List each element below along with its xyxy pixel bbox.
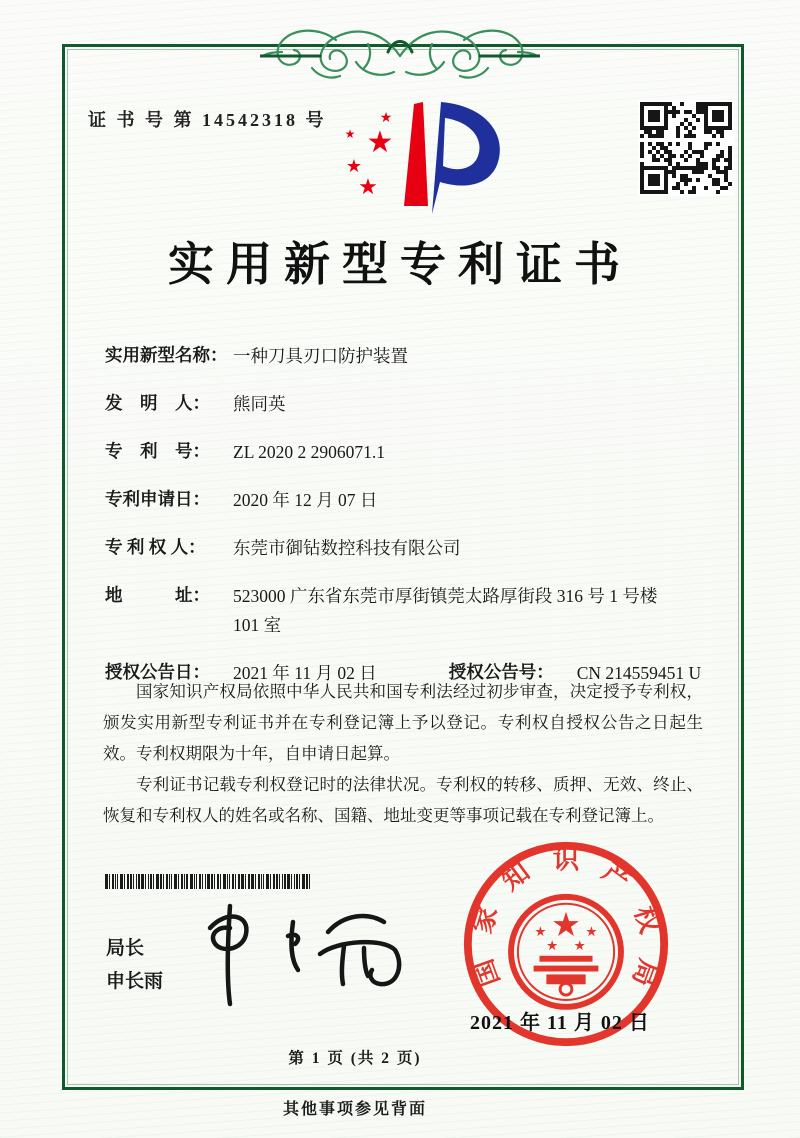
- grant-number-value: CN 214559451 U: [576, 663, 702, 683]
- field-value: ZL 2020 2 2906071.1: [233, 442, 385, 462]
- cnipa-logo: [328, 90, 508, 218]
- barcode-bar: [184, 874, 185, 889]
- barcode-bar: [238, 874, 240, 889]
- barcode-bar: [279, 874, 280, 889]
- barcode-bar: [124, 874, 125, 889]
- barcode-bar: [294, 874, 295, 889]
- barcode-bar: [291, 874, 292, 889]
- barcode-bar: [150, 874, 152, 889]
- barcode-bar: [227, 874, 228, 889]
- barcode-bar: [299, 874, 300, 889]
- legal-text: [103, 676, 703, 831]
- director-title: 局长: [106, 938, 145, 959]
- barcode-bar: [276, 874, 278, 889]
- page-number: 第 1 页 (共 2 页): [288, 1050, 422, 1067]
- certificate-number: 证 书 号 第 14542318 号: [88, 110, 327, 130]
- field-label: 专 利 号：: [105, 441, 210, 461]
- grant-date-value: 2021 年 11 月 02 日: [233, 663, 377, 683]
- barcode-bar: [196, 874, 197, 889]
- barcode-bar: [199, 874, 201, 889]
- national-emblem: [511, 897, 621, 1007]
- barcode-bar: [241, 874, 244, 889]
- field-value: 一种刀具刃口防护装置: [233, 346, 408, 366]
- barcode-bar: [153, 874, 154, 889]
- seal-char: 产: [596, 856, 637, 897]
- barcode-bar: [105, 874, 108, 889]
- barcode-bar: [261, 874, 262, 889]
- barcode-bar: [171, 874, 172, 889]
- barcode-bar: [273, 874, 275, 889]
- barcode-bar: [245, 874, 246, 889]
- barcode-bar: [282, 874, 283, 889]
- barcode-bar: [160, 874, 162, 889]
- barcode-bar: [266, 874, 269, 889]
- field-value: 熊同英: [233, 394, 286, 414]
- seal-char: 知: [495, 856, 536, 897]
- barcode-bar: [136, 874, 137, 889]
- field-row-patent-number: [105, 438, 705, 467]
- barcode-bar: [156, 874, 159, 889]
- barcode-bar: [145, 874, 146, 889]
- barcode-bar: [235, 874, 236, 889]
- barcode-bar: [306, 874, 308, 889]
- barcode-bar: [117, 874, 118, 889]
- field-value: 523000 广东省东莞市厚街镇莞太路厚街段 316 号 1 号楼 101 室: [233, 586, 658, 635]
- seal-char: 权: [628, 902, 666, 937]
- barcode-bar: [223, 874, 226, 889]
- barcode-bar: [109, 874, 110, 889]
- svg-text:★: ★: [546, 937, 559, 953]
- barcode-bar: [166, 874, 168, 889]
- barcode-bar: [309, 874, 310, 889]
- svg-text:★: ★: [551, 907, 581, 945]
- barcode-bar: [207, 874, 210, 889]
- svg-text:★: ★: [344, 127, 356, 141]
- barcode-bar: [178, 874, 179, 889]
- seal-char: 家: [466, 902, 504, 937]
- field-row-name: [105, 342, 705, 371]
- barcode-bar: [127, 874, 129, 889]
- barcode-bar: [174, 874, 177, 889]
- barcode-bar: [138, 874, 140, 889]
- svg-text:★: ★: [345, 156, 363, 176]
- barcode-bar: [181, 874, 183, 889]
- barcode-bar: [148, 874, 149, 889]
- barcode-bar: [163, 874, 164, 889]
- barcode: [105, 874, 311, 889]
- barcode-bar: [220, 874, 221, 889]
- barcode-bar: [229, 874, 230, 889]
- field-label: 专利申请日：: [105, 489, 210, 509]
- field-label: 授权公告日：: [105, 662, 210, 682]
- barcode-bar: [270, 874, 271, 889]
- svg-text:★: ★: [534, 924, 547, 940]
- field-row-address: [105, 582, 705, 640]
- director-signature: [192, 892, 422, 1012]
- barcode-bar: [251, 874, 254, 889]
- field-label: 授权公告号：: [448, 662, 554, 682]
- back-side-note: 其他事项参见背面: [282, 1101, 427, 1118]
- seal-char: 国: [467, 955, 506, 991]
- field-label: 地 址：: [105, 585, 210, 605]
- seal-char: 局: [626, 955, 665, 991]
- barcode-bar: [284, 874, 286, 889]
- svg-text:★: ★: [379, 111, 393, 126]
- field-row-patentee: [105, 534, 705, 563]
- seal-date: 2021 年 11 月 02 日: [470, 1012, 650, 1034]
- field-label: 发 明 人：: [105, 393, 210, 413]
- svg-text:★: ★: [573, 937, 586, 953]
- certificate-title: 实用新型专利证书: [168, 239, 632, 290]
- barcode-bar: [287, 874, 290, 889]
- barcode-bar: [115, 874, 116, 889]
- qr-module: [728, 190, 732, 194]
- seal-char: 识: [552, 844, 580, 875]
- qr-code: [638, 100, 734, 196]
- barcode-bar: [263, 874, 264, 889]
- svg-text:★: ★: [358, 174, 378, 199]
- barcode-bar: [232, 874, 234, 889]
- field-label: 实用新型名称：: [105, 345, 228, 365]
- barcode-bar: [258, 874, 260, 889]
- barcode-bar: [248, 874, 250, 889]
- barcode-bar: [211, 874, 213, 889]
- barcode-bar: [186, 874, 188, 889]
- barcode-bar: [217, 874, 219, 889]
- director-name: 申长雨: [106, 971, 164, 992]
- svg-text:★: ★: [366, 126, 394, 159]
- legal-paragraph-1: 国家知识产权局依照中华人民共和国专利法经过初步审查，决定授予专利权，颁发实用新型专利证书并在专利登记簿上予以登记。专利权自授权公告之日起生效。专利权期限为十年，自申请日起算。: [103, 682, 703, 763]
- barcode-bar: [194, 874, 195, 889]
- field-row-filing-date: [105, 486, 705, 515]
- barcode-bar: [214, 874, 215, 889]
- svg-text:★: ★: [585, 924, 598, 940]
- barcode-bar: [169, 874, 170, 889]
- barcode-bar: [112, 874, 114, 889]
- barcode-bar: [302, 874, 305, 889]
- barcode-bar: [190, 874, 193, 889]
- barcode-bar: [255, 874, 256, 889]
- barcode-bar: [120, 874, 123, 889]
- barcode-bar: [202, 874, 203, 889]
- barcode-bar: [130, 874, 132, 889]
- director-block: [106, 932, 163, 998]
- legal-paragraph-2: 专利证书记载专利权登记时的法律状况。专利权的转移、质押、无效、终止、恢复和专利权人的姓名或名称、国籍、地址变更等事项记载在专利登记簿上。: [103, 775, 703, 825]
- field-label: 专 利 权 人：: [105, 537, 206, 557]
- field-row-inventor: [105, 390, 705, 419]
- barcode-bar: [141, 874, 144, 889]
- field-list: [105, 342, 705, 688]
- barcode-bar: [205, 874, 206, 889]
- field-value: 2020 年 12 月 07 日: [233, 490, 378, 510]
- barcode-bar: [296, 874, 298, 889]
- field-value: 东莞市御钻数控科技有限公司: [233, 538, 461, 558]
- barcode-bar: [133, 874, 134, 889]
- top-flourish-ornament: [260, 18, 540, 88]
